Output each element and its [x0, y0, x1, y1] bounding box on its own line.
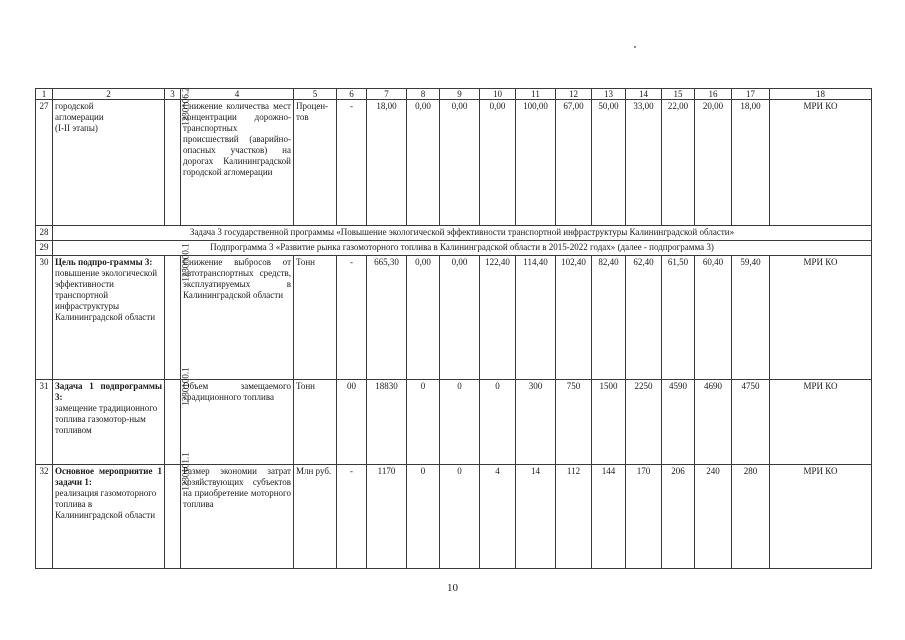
scan-mark	[634, 46, 636, 48]
code-cell	[165, 452, 191, 569]
unit-cell: Тонн	[294, 256, 337, 380]
table-row	[36, 465, 872, 569]
indicator-description: Объем замещаемого традиционного топлива	[181, 380, 294, 465]
header-row	[36, 89, 872, 100]
value-cell: 0,00	[407, 256, 440, 380]
name-text: замещение традиционного топлива газомотор-ным топливом	[55, 403, 158, 435]
header-cell: 10	[480, 89, 516, 100]
value-cell: -	[337, 100, 367, 226]
row-number: 29	[36, 241, 53, 256]
value-cell: 0	[440, 465, 480, 569]
indicator-code: 1230106.2	[180, 87, 191, 126]
value-cell: 0,00	[480, 100, 516, 226]
indicator-code: 1230100.1	[180, 367, 191, 406]
unit-cell: Процен-тов	[294, 100, 337, 226]
section-title: Подпрограмма 3 «Развитие рынка газомоторного топлива в Калининградской области в 2015-2022 годах» (далее - подпрограмма 3)	[53, 241, 872, 256]
name-heading: Цель подпро-граммы 3:	[55, 257, 153, 267]
value-cell: 33,00	[626, 100, 662, 226]
value-cell: 18830	[367, 380, 407, 465]
value-cell: 122,40	[480, 256, 516, 380]
value-cell: 22,00	[662, 100, 695, 226]
value-cell: 62,40	[626, 256, 662, 380]
indicator-name-cell	[53, 100, 165, 226]
header-cell: 12	[556, 89, 592, 100]
header-cell: 1	[36, 89, 53, 100]
code-cell	[165, 367, 191, 465]
header-cell: 9	[440, 89, 480, 100]
value-cell: 0,00	[440, 256, 480, 380]
indicator-name-cell	[53, 380, 165, 465]
name-line: агломерации	[55, 112, 104, 122]
header-cell: 11	[516, 89, 556, 100]
name-text: реализация газомоторного топлива в Калининградской области	[55, 488, 157, 520]
value-cell: 280	[732, 465, 770, 569]
value-cell: 102,40	[556, 256, 592, 380]
value-cell: 2250	[626, 380, 662, 465]
table-row	[36, 100, 872, 226]
value-cell: 4	[480, 465, 516, 569]
value-cell: 1500	[592, 380, 626, 465]
header-cell: 2	[53, 89, 165, 100]
value-cell: 18,00	[732, 100, 770, 226]
value-cell: 144	[592, 465, 626, 569]
value-cell: 114,40	[516, 256, 556, 380]
value-cell: 18,00	[367, 100, 407, 226]
header-cell: 8	[407, 89, 440, 100]
header-cell: 17	[732, 89, 770, 100]
value-cell: 100,00	[516, 100, 556, 226]
value-cell: 60,40	[695, 256, 732, 380]
indicators-table	[35, 88, 872, 569]
value-cell: 0	[407, 465, 440, 569]
indicator-name-cell	[53, 465, 165, 569]
value-cell: 4750	[732, 380, 770, 465]
value-cell: 206	[662, 465, 695, 569]
page-number: 10	[447, 582, 458, 594]
executor-cell: МРИ КО	[770, 100, 872, 226]
code-cell	[165, 87, 191, 226]
value-cell: 112	[556, 465, 592, 569]
unit-cell: Тонн	[294, 380, 337, 465]
value-cell: -	[337, 465, 367, 569]
executor-cell: МРИ КО	[770, 380, 872, 465]
value-cell: 0	[440, 380, 480, 465]
value-cell: 00	[337, 380, 367, 465]
value-cell: 300	[516, 380, 556, 465]
value-cell: -	[337, 256, 367, 380]
row-number: 27	[36, 100, 53, 226]
row-number: 31	[36, 380, 53, 465]
indicator-description: Снижение выбросов от автотранспортных средств, эксплуатируемых в Калининградской области	[181, 256, 294, 380]
value-cell: 14	[516, 465, 556, 569]
value-cell: 0	[407, 380, 440, 465]
indicator-description: Снижение количества мест концентрации дорожно-транспортных происшествий (аварийно-опасных участков) на дорогах Калининградской городской агломерации	[181, 100, 294, 226]
value-cell: 50,00	[592, 100, 626, 226]
table-row	[36, 380, 872, 465]
section-row	[36, 241, 872, 256]
row-number: 32	[36, 465, 53, 569]
unit-cell: Млн руб.	[294, 465, 337, 569]
table-row	[36, 256, 872, 380]
code-cell	[165, 243, 191, 380]
value-cell: 0,00	[440, 100, 480, 226]
header-cell: 4	[181, 89, 294, 100]
row-number: 30	[36, 256, 53, 380]
header-cell: 13	[592, 89, 626, 100]
header-cell: 5	[294, 89, 337, 100]
value-cell: 240	[695, 465, 732, 569]
value-cell: 0	[480, 380, 516, 465]
indicator-name-cell	[53, 256, 165, 380]
value-cell: 665,30	[367, 256, 407, 380]
name-line: городской	[55, 101, 94, 111]
header-cell: 6	[337, 89, 367, 100]
value-cell: 61,50	[662, 256, 695, 380]
indicator-description: Размер экономии затрат хозяйствующих субъектов на приобретение моторного топлива	[181, 465, 294, 569]
value-cell: 1170	[367, 465, 407, 569]
value-cell: 170	[626, 465, 662, 569]
header-cell: 16	[695, 89, 732, 100]
name-heading: Основное мероприятие 1 задачи 1:	[55, 466, 162, 487]
header-cell: 3	[165, 89, 181, 100]
header-cell: 7	[367, 89, 407, 100]
name-text: повышение экологической эффективности транспортной инфраструктуры Калининградской области	[55, 268, 158, 322]
value-cell: 20,00	[695, 100, 732, 226]
indicator-code: 1230101.1	[180, 452, 191, 491]
value-cell: 59,40	[732, 256, 770, 380]
executor-cell: МРИ КО	[770, 256, 872, 380]
name-heading: Задача 1 подпрограммы 3:	[55, 381, 162, 402]
value-cell: 4690	[695, 380, 732, 465]
value-cell: 4590	[662, 380, 695, 465]
header-cell: 15	[662, 89, 695, 100]
section-title: Задача 3 государственной программы «Повышение экологической эффективности транспортной инфраструктуры Калининградской области»	[53, 226, 872, 241]
header-cell: 14	[626, 89, 662, 100]
value-cell: 67,00	[556, 100, 592, 226]
indicator-code: 1230000.1	[180, 243, 191, 282]
executor-cell: МРИ КО	[770, 465, 872, 569]
section-row	[36, 226, 872, 241]
value-cell: 0,00	[407, 100, 440, 226]
header-cell: 18	[770, 89, 872, 100]
name-line: (I-II этапы)	[55, 123, 98, 133]
value-cell: 82,40	[592, 256, 626, 380]
value-cell: 750	[556, 380, 592, 465]
row-number: 28	[36, 226, 53, 241]
